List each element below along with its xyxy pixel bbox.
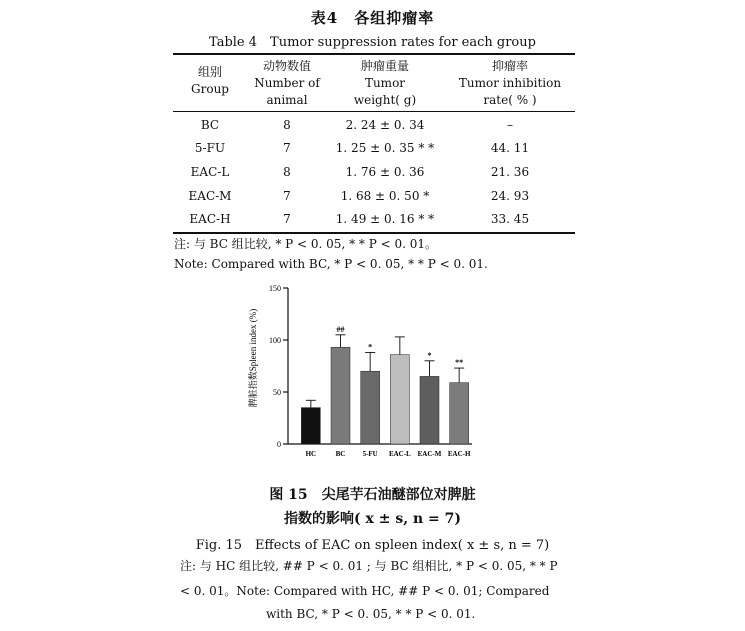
significance-label: * — [368, 342, 373, 352]
bar — [361, 371, 380, 444]
table-title-en: Table 4 Tumor suppression rates for each group — [209, 35, 536, 50]
cell-group: EAC-L — [190, 165, 230, 179]
table-bottom-rule — [173, 232, 575, 234]
figure-caption-cn-line2: 指数的影响( x ± s, n = 7) — [284, 511, 461, 527]
header-number-cn: 动物数值 — [262, 59, 311, 73]
x-tick-label: EAC-H — [447, 450, 471, 458]
cell-n: 8 — [283, 165, 291, 179]
y-tick-label: 100 — [269, 336, 281, 345]
bar — [450, 383, 469, 444]
cell-n: 7 — [283, 189, 291, 203]
x-tick-label: 5-FU — [362, 450, 378, 458]
table-note-cn: 注: 与 BC 组比较, * P < 0. 05, * * P < 0. 01。 — [174, 237, 437, 251]
x-tick-label: BC — [335, 450, 346, 458]
header-weight-cn: 肿瘤重量 — [360, 59, 409, 73]
table-title-cn: 表4 各组抑瘤率 — [310, 9, 435, 27]
header-number-en2: animal — [266, 93, 308, 107]
y-tick-label: 0 — [277, 440, 281, 449]
table-header-rule — [173, 111, 575, 112]
x-tick-label: EAC-M — [417, 450, 442, 458]
bar — [301, 408, 320, 444]
cell-n: 8 — [283, 118, 291, 132]
cell-rate: 44. 11 — [490, 141, 530, 155]
header-weight-en1: Tumor — [364, 76, 406, 90]
header-number — [246, 58, 328, 109]
y-tick-label: 50 — [273, 388, 281, 397]
x-tick-label: HC — [305, 450, 317, 458]
header-rate-en2: rate( % ) — [483, 93, 537, 107]
spleen-index-chart — [240, 278, 480, 474]
figure-note-line2: < 0. 01。Note: Compared with HC, ## P < 0. 01; Compared — [180, 584, 550, 598]
x-tick-label: EAC-L — [388, 450, 411, 458]
cell-rate: 24. 93 — [490, 189, 530, 203]
header-weight-en2: weight( g) — [353, 93, 417, 107]
cell-group: EAC-H — [189, 212, 231, 226]
header-number-en1: Number of — [254, 76, 320, 90]
table-top-rule — [173, 53, 575, 55]
cell-weight: 1. 68 ± 0. 50 * — [340, 189, 430, 203]
cell-n: 7 — [283, 212, 291, 226]
header-group-en: Group — [191, 82, 229, 96]
bar — [420, 376, 439, 444]
figure-caption-cn-line1: 图 15 尖尾芋石油醚部位对脾脏 — [269, 487, 476, 503]
cell-weight: 2. 24 ± 0. 34 — [345, 118, 425, 132]
chart-bars — [301, 325, 471, 458]
figure-caption-en: Fig. 15 Effects of EAC on spleen index( x ± s, n = 7) — [195, 538, 550, 553]
cell-group: EAC-M — [188, 189, 232, 203]
table-note-en: Note: Compared with BC, * P < 0. 05, * * P < 0. 01. — [174, 257, 488, 271]
y-axis-label: 脾脏指数Spleen index (%) — [248, 308, 258, 408]
bar — [390, 355, 409, 444]
header-group-cn: 组别 — [197, 65, 222, 79]
cell-group: 5-FU — [194, 141, 226, 155]
cell-rate: 33. 45 — [490, 212, 530, 226]
significance-label: ** — [455, 358, 464, 368]
bar — [331, 347, 350, 444]
cell-group: BC — [200, 118, 220, 132]
cell-weight: 1. 76 ± 0. 36 — [345, 165, 425, 179]
y-tick-label: 150 — [269, 284, 281, 293]
header-rate — [448, 58, 572, 109]
header-group — [178, 64, 242, 98]
cell-weight: 1. 49 ± 0. 16 * * — [335, 212, 435, 226]
header-weight — [335, 58, 435, 109]
cell-rate: – — [507, 118, 513, 132]
figure-note-line1: 注: 与 HC 组比较, ## P < 0. 01 ; 与 BC 组相比, * P < 0. 05, * * P — [180, 559, 558, 573]
header-rate-cn: 抑瘤率 — [491, 59, 528, 73]
significance-label: * — [427, 350, 432, 360]
cell-rate: 21. 36 — [490, 165, 530, 179]
significance-label: ## — [336, 324, 345, 334]
cell-n: 7 — [283, 141, 291, 155]
cell-weight: 1. 25 ± 0. 35 * * — [335, 141, 435, 155]
figure-note-line3: with BC, * P < 0. 05, * * P < 0. 01. — [266, 607, 476, 621]
header-rate-en1: Tumor inhibition — [458, 76, 562, 90]
